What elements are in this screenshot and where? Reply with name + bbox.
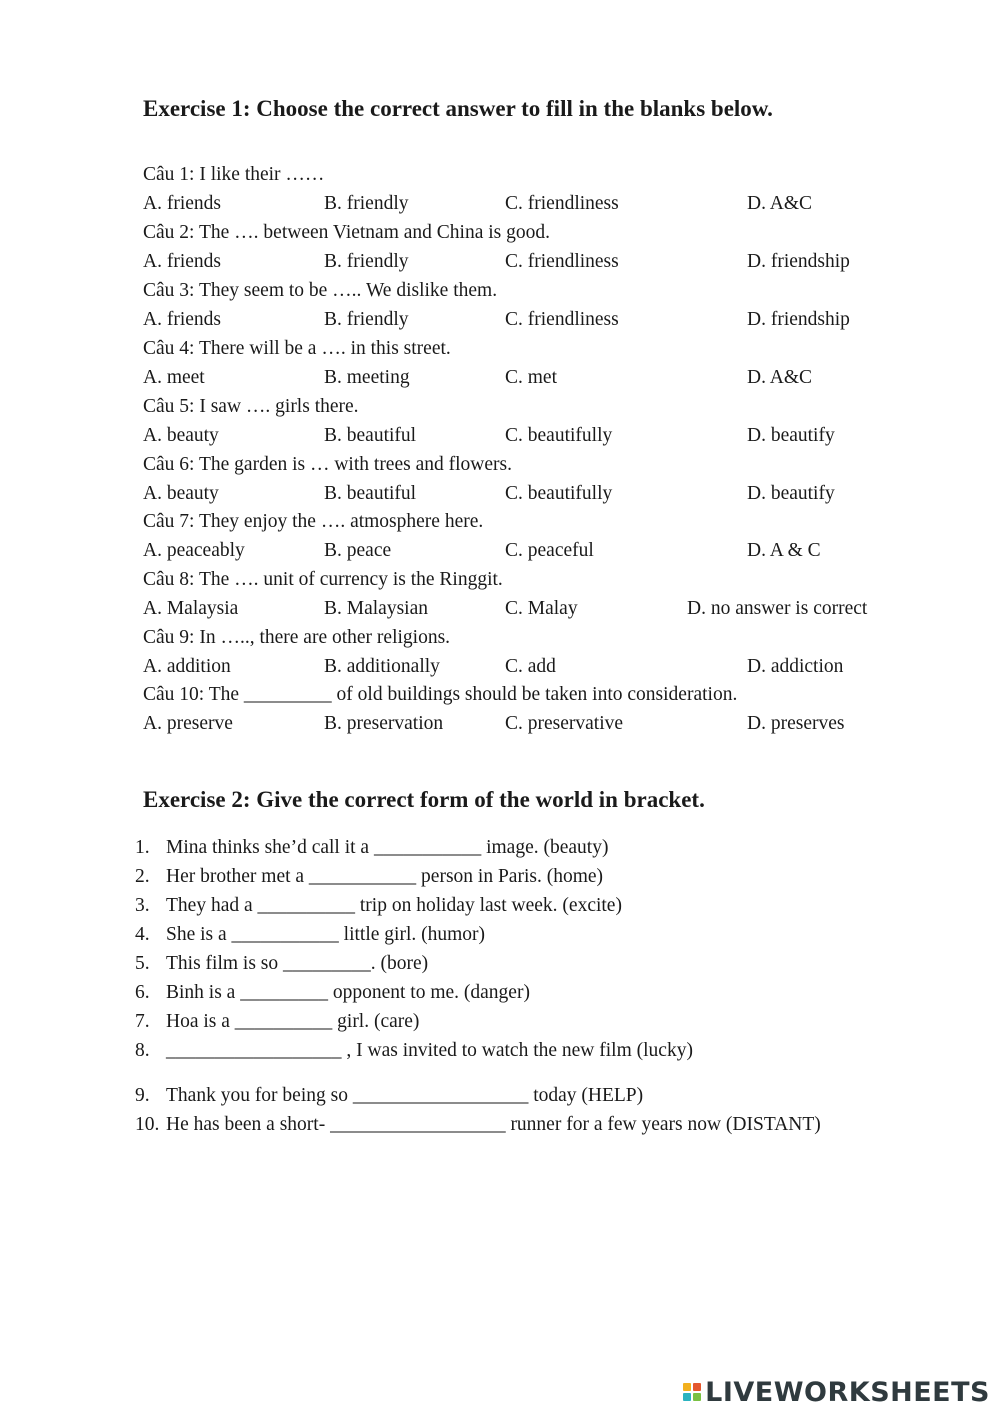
option-b: B. beautiful — [324, 483, 417, 504]
item-text: She is a ___________ little girl. (humor) — [166, 924, 486, 945]
option-a: A. meet — [143, 367, 205, 388]
item-number: 7. — [135, 1011, 150, 1032]
option-b: B. beautiful — [324, 425, 417, 446]
question-text: Câu 3: They seem to be ….. We dislike them. — [143, 280, 498, 301]
option-c: C. friendliness — [505, 251, 619, 272]
logo-square-icon — [693, 1393, 701, 1401]
exercise-2-title: Exercise 2: Give the correct form of the world in bracket. — [143, 787, 705, 812]
option-d: D. A&C — [747, 367, 813, 388]
logo-square-icon — [683, 1393, 691, 1401]
option-a: A. peaceably — [143, 540, 245, 561]
question-text: Câu 5: I saw …. girls there. — [143, 396, 359, 417]
option-b: B. preservation — [324, 713, 444, 734]
option-d: D. preserves — [747, 713, 845, 734]
item-number: 1. — [135, 837, 150, 858]
option-c: C. friendliness — [505, 193, 619, 214]
question-text: Câu 2: The …. between Vietnam and China is good. — [143, 222, 550, 243]
item-text: __________________ , I was invited to watch the new film (lucky) — [166, 1040, 693, 1061]
option-d: D. friendship — [747, 309, 850, 330]
option-a: A. Malaysia — [143, 598, 239, 619]
option-d: D. beautify — [747, 483, 835, 504]
option-c: C. beautifully — [505, 483, 613, 504]
option-a: A. beauty — [143, 483, 219, 504]
question-text: Câu 4: There will be a …. in this street. — [143, 338, 451, 359]
question-text: Câu 7: They enjoy the …. atmosphere here. — [143, 511, 484, 532]
item-number: 5. — [135, 953, 150, 974]
logo-icon — [683, 1383, 701, 1401]
brand-name: LIVEWORKSHEETS — [705, 1376, 990, 1408]
question-text: Câu 1: I like their …… — [143, 164, 325, 185]
option-a: A. friends — [143, 309, 221, 330]
item-text: This film is so _________. (bore) — [166, 953, 429, 974]
question-text: Câu 6: The garden is … with trees and flowers. — [143, 454, 512, 475]
item-text: Binh is a _________ opponent to me. (danger) — [166, 982, 530, 1003]
item-text: Thank you for being so __________________ today (HELP) — [166, 1085, 644, 1106]
question-text: Câu 9: In ….., there are other religions. — [143, 627, 451, 648]
item-text: He has been a short- __________________ runner for a few years now (DISTANT) — [166, 1114, 821, 1135]
option-a: A. preserve — [143, 713, 233, 734]
option-b: B. additionally — [324, 656, 440, 677]
question-text: Câu 8: The …. unit of currency is the Ringgit. — [143, 569, 503, 590]
option-c: C. met — [505, 367, 557, 388]
item-number: 8. — [135, 1040, 150, 1061]
option-b: B. friendly — [324, 309, 409, 330]
option-b: B. meeting — [324, 367, 410, 388]
option-a: A. addition — [143, 656, 231, 677]
logo-square-icon — [693, 1383, 701, 1391]
item-text: Mina thinks she’d call it a ___________ image. (beauty) — [166, 837, 609, 858]
item-number: 6. — [135, 982, 150, 1003]
option-a: A. friends — [143, 193, 221, 214]
option-c: C. Malay — [505, 598, 578, 619]
item-text: Her brother met a ___________ person in Paris. (home) — [166, 866, 604, 887]
option-a: A. beauty — [143, 425, 219, 446]
option-d: D. friendship — [747, 251, 850, 272]
item-number: 10. — [135, 1114, 160, 1135]
option-c: C. peaceful — [505, 540, 594, 561]
liveworksheets-logo — [683, 1377, 990, 1407]
option-b: B. friendly — [324, 193, 409, 214]
item-text: Hoa is a __________ girl. (care) — [166, 1011, 420, 1032]
question-text: Câu 10: The _________ of old buildings should be taken into consideration. — [143, 684, 738, 705]
option-d: D. beautify — [747, 425, 835, 446]
item-number: 9. — [135, 1085, 150, 1106]
item-number: 3. — [135, 895, 150, 916]
item-number: 2. — [135, 866, 150, 887]
item-number: 4. — [135, 924, 150, 945]
option-c: C. friendliness — [505, 309, 619, 330]
logo-square-icon — [683, 1383, 691, 1391]
option-c: C. preservative — [505, 713, 624, 734]
option-b: B. Malaysian — [324, 598, 428, 619]
item-text: They had a __________ trip on holiday last week. (excite) — [166, 895, 622, 916]
option-d: D. A&C — [747, 193, 813, 214]
option-b: B. friendly — [324, 251, 409, 272]
option-d: D. no answer is correct — [687, 598, 868, 619]
option-a: A. friends — [143, 251, 221, 272]
option-c: C. beautifully — [505, 425, 613, 446]
option-b: B. peace — [324, 540, 392, 561]
option-d: D. addiction — [747, 656, 844, 677]
option-c: C. add — [505, 656, 556, 677]
option-d: D. A & C — [747, 540, 821, 561]
exercise-1-title: Exercise 1: Choose the correct answer to fill in the blanks below. — [143, 96, 773, 121]
